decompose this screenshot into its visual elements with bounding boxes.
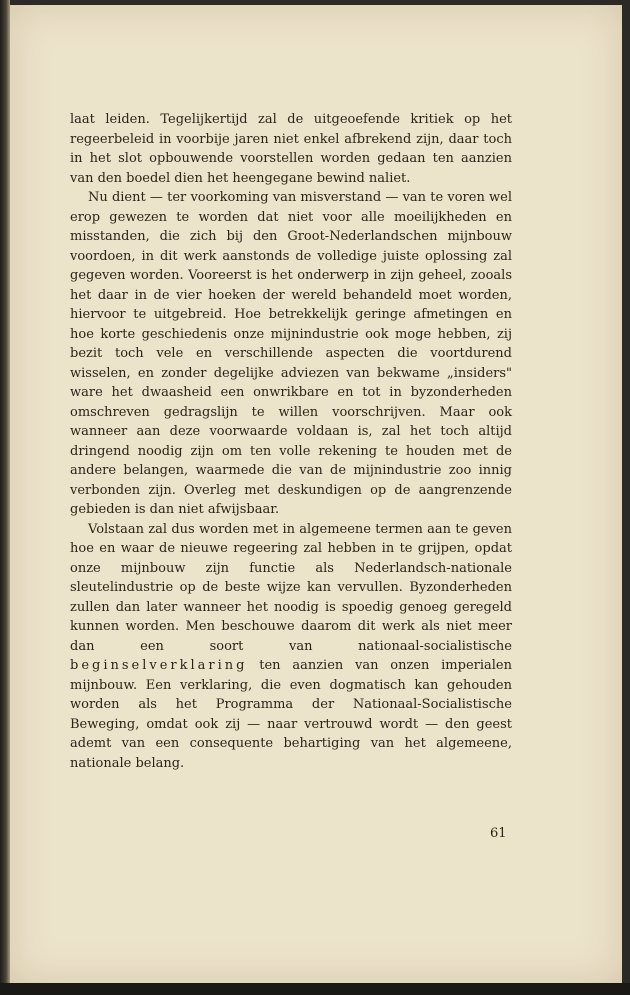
- paragraph-3-text-b: ten aanzien van onzen imperialen mijnbouw. Een verklaring, die even dogmatisch kan gehouden worden als het Programma der Nationaal-Socialistische Beweging, omdat ook zij — naar vertrouwd wordt — den geest ademt van een consequente behartiging van het algemeene, nationale belang.: [70, 658, 512, 771]
- paragraph-3: [70, 520, 512, 774]
- book-bottom-edge: [0, 983, 630, 995]
- paragraph-2-text: Nu dient — ter voorkoming van misverstand — van te voren wel erop gewezen te worden dat niet voor alle moeilijkheden en misstanden, die zich bij den Groot-Nederlandschen mijnbouw voordoen, in dit werk aanstonds de volledige juiste oplossing zal gegeven worden. Vooreerst is het onderwerp in zijn geheel, zooals het daar in de vier hoeken der wereld behandeld moet worden, hiervoor te uitgebreid. Hoe betrekkelijk geringe afmetingen en hoe korte geschiedenis onze mijnindustrie ook moge hebben, zij bezit toch vele en verschillende aspecten die voortdurend wisselen, en zonder degelijke adviezen van bekwame „insiders" ware het dwaasheid een onwrikbare en tot in byzonderheden omschreven gedragslijn te willen voorschrijven. Maar ook wanneer aan deze voorwaarde voldaan is, zal het toch altijd dringend noodig zijn om ten volle rekening te houden met de andere belangen, waarmede die van de mijnindustrie zoo innig verbonden zijn. Overleg met deskundigen op de aangrenzende gebieden is dan niet afwijsbaar.: [70, 190, 512, 517]
- body-text: [70, 110, 512, 773]
- page-number: 61: [490, 826, 507, 841]
- paragraph-1: [70, 110, 512, 188]
- paragraph-3-text-a: Volstaan zal dus worden met in algemeene termen aan te geven hoe en waar de nieuwe regeering zal hebben in te grijpen, opdat onze mijnbouw zijn functie als Nederlandsch-nationale sleutelindustrie op de beste wijze kan vervullen. Byzonderheden zullen dan later wanneer het noodig is spoedig genoeg geregeld kunnen worden. Men beschouwe daarom dit werk als niet meer dan een soort van nationaal-socialistische: [70, 521, 512, 654]
- paragraph-1-text: laat leiden. Tegelijkertijd zal de uitgeoefende kritiek op het regeerbeleid in voorbije jaren niet enkel afbrekend zijn, daar toch in het slot opbouwende voorstellen worden gedaan ten aanzien van den boedel dien het heengegane bewind naliet.: [70, 112, 512, 186]
- paragraph-2: [70, 188, 512, 520]
- book-spine-edge: [0, 0, 10, 995]
- emphasized-term: beginselverklaring: [70, 658, 248, 673]
